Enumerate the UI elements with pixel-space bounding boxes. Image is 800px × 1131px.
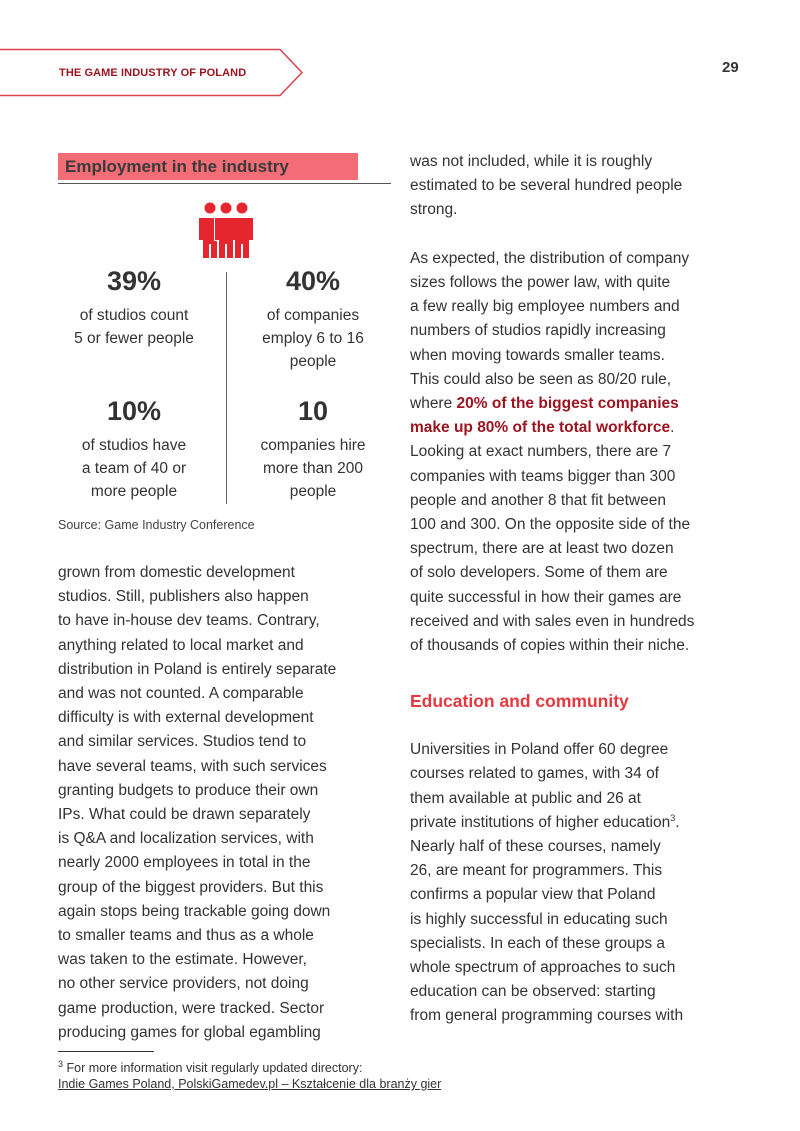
text-line: quite successful in how their games are [410, 588, 682, 606]
stats-divider [226, 272, 227, 504]
stat-label: more than 200 [263, 460, 363, 477]
footnote-ref[interactable]: 3 [670, 812, 676, 823]
page-number: 29 [722, 59, 739, 76]
text-line: Universities in Poland offer 60 degree [410, 741, 669, 759]
stat-label: 5 or fewer people [74, 330, 194, 347]
text-line: people and another 8 that fit between [410, 491, 666, 509]
text-line: grown from domestic development [58, 564, 295, 581]
right-column-text [410, 150, 750, 1029]
text-line: difficulty is with external development [58, 709, 314, 727]
text-line: This could also be seen as 80/20 rule, [410, 370, 672, 388]
text-line: again stops being trackable going down [58, 902, 331, 920]
text-line: received and with sales even in hundreds [410, 612, 695, 630]
stat-value: 10 [297, 396, 329, 426]
text-line: when moving towards smaller teams. [410, 346, 665, 364]
paragraph-power-law [410, 247, 750, 658]
text-line: to have in-house dev teams. Contrary, [58, 612, 320, 630]
text-line: game production, were tracked. Sector [58, 999, 325, 1017]
text-line: of solo developers. Some of them are [410, 564, 668, 582]
heading-underline [58, 183, 391, 184]
highlight-text: 20% of the biggest companies [456, 395, 679, 413]
stat-label: of studios count [79, 307, 189, 324]
text-line: from general programming courses with [410, 1007, 684, 1025]
text-line: confirms a popular view that Poland [410, 886, 656, 904]
stat-label: companies hire [260, 437, 366, 454]
stat-label: of companies [266, 307, 360, 324]
text-fragment: where [410, 395, 457, 413]
text-line: 100 and 300. On the opposite side of the [410, 516, 691, 534]
text-line: Looking at exact numbers, there are 7 [410, 443, 672, 461]
stat-label: of studios have [81, 437, 187, 454]
stat-label: employ 6 to 16 [262, 330, 364, 347]
text-line: strong. [410, 201, 458, 219]
header-title: THE GAME INDUSTRY OF POLAND [59, 67, 247, 79]
text-line: a few really big employee numbers and [410, 298, 680, 316]
text-line: numbers of studios rapidly increasing [410, 322, 666, 340]
text-line: granting budgets to produce their own [58, 781, 319, 799]
text-line: studios. Still, publishers also happen [58, 588, 309, 606]
text-line: education can be observed: starting [410, 983, 656, 1001]
stat-value: 40% [285, 266, 341, 296]
footnote-text: For more information visit regularly updated directory: [63, 1061, 363, 1075]
text-line: anything related to local market and [58, 636, 304, 654]
highlight-text: make up 80% of the total workforce [410, 419, 671, 437]
text-line: group of the biggest providers. But this [58, 878, 324, 896]
stat-label: a team of 40 or [81, 460, 187, 477]
stat-mid-companies [228, 264, 398, 373]
education-heading: Education and community [410, 691, 629, 712]
text-line: and was not counted. A comparable [58, 685, 304, 703]
text-fragment: private institutions of higher education [410, 813, 671, 831]
text-line: is Q&A and localization services, with [58, 830, 314, 848]
text-line: was not included, while it is roughly [410, 153, 653, 170]
source-note: Source: Game Industry Conference [58, 518, 255, 532]
stat-value: 10% [106, 396, 162, 426]
text-line: them available at public and 26 at [410, 789, 641, 807]
footnote-link[interactable]: Indie Games Poland, PolskiGamedev.pl – Kształcenie dla branży gier [58, 1077, 442, 1091]
text-line: and similar services. Studios tend to [58, 733, 307, 751]
paragraph-not-included [410, 150, 750, 223]
text-line: is highly successful in educating such [410, 910, 668, 928]
text-fragment: . [675, 813, 680, 831]
left-paragraph [58, 561, 393, 1045]
stat-label: people [289, 483, 337, 500]
text-line: no other service providers, not doing [58, 975, 309, 993]
text-line: to smaller teams and thus as a whole [58, 927, 314, 945]
text-line: courses related to games, with 34 of [410, 765, 659, 783]
stat-small-studios [49, 264, 219, 350]
paragraph-education [410, 738, 750, 1028]
text-line: As expected, the distribution of company [410, 249, 690, 267]
stat-label: people [289, 353, 337, 370]
text-line: nearly 2000 employees in total in the [58, 854, 311, 872]
text-line: have several teams, with such services [58, 757, 327, 775]
text-line: of thousands of copies within their niche. [410, 637, 690, 655]
footnote-rule [58, 1051, 154, 1052]
people-group-icon [196, 200, 256, 265]
text-line: producing games for global egambling [58, 1023, 321, 1041]
stat-large-studios [49, 394, 219, 503]
text-line: sizes follows the power law, with quite [410, 274, 671, 291]
left-column-text [58, 561, 393, 1045]
text-line: estimated to be several hundred people [410, 177, 683, 195]
text-line: IPs. What could be drawn separately [58, 806, 311, 824]
stat-value: 39% [106, 266, 162, 296]
text-line: whole spectrum of approaches to such [410, 959, 676, 977]
text-line: was taken to the estimate. However, [58, 951, 307, 969]
employment-heading-text: Employment in the industry [65, 157, 289, 176]
text-line: distribution in Poland is entirely separate [58, 660, 337, 678]
text-line: spectrum, there are at least two dozen [410, 540, 674, 558]
text-line: 26, are meant for programmers. This [410, 862, 663, 880]
employment-heading [58, 153, 358, 180]
stat-biggest-companies [228, 394, 398, 503]
footnote-marker: 3 [58, 1058, 64, 1069]
text-line: Nearly half of these courses, namely [410, 838, 661, 856]
text-line: companies with teams bigger than 300 [410, 467, 676, 485]
text-line: specialists. In each of these groups a [410, 934, 666, 952]
stat-label: more people [90, 483, 178, 500]
footnote [58, 1060, 441, 1092]
text-fragment: . [670, 419, 675, 437]
